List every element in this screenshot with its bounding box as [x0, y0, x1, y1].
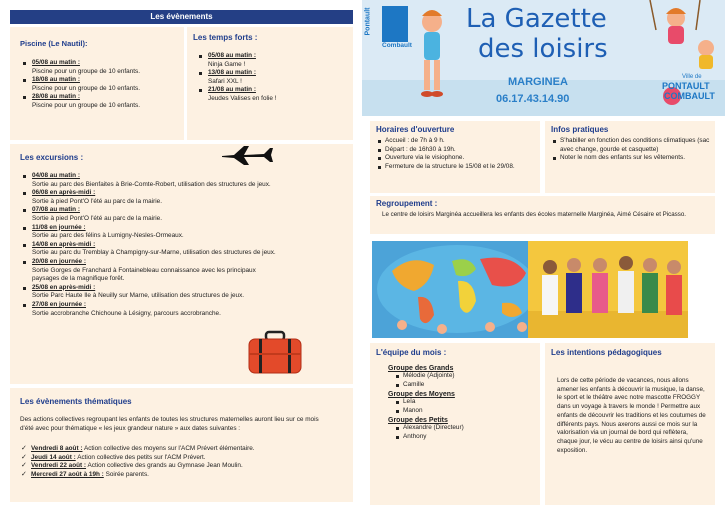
excursion-item	[20, 189, 350, 206]
piscine-title: Piscine (Le Nautil):	[20, 39, 88, 48]
piscine-list	[20, 59, 180, 111]
infos-item: Noter le nom des enfants sur les vêtements.	[551, 154, 711, 163]
infos-title: Infos pratiques	[551, 125, 609, 134]
thematiques-intro: Des actions collectives regroupant les enfants de toutes les structures maternelles auront lieu sur ce mois d'été avec pour thématique « les jeux grandeur nature » aux dates suivantes :	[20, 416, 319, 432]
intentions-panel	[545, 343, 715, 505]
excursion-date: 11/08 en journée :	[32, 223, 86, 231]
excursion-text: Sortie au parc du Tremblay à Champigny-sur-Marne, utilisation des structures de jeux.	[32, 249, 276, 257]
member: Anthony	[394, 433, 536, 442]
suitcase-icon	[246, 328, 304, 378]
temps-forts-list	[196, 52, 346, 104]
piscine-item	[20, 93, 180, 110]
piscine-text: Piscine pour un groupe de 10 enfants.	[32, 84, 141, 92]
horaires-list	[376, 137, 536, 171]
ville-de-label: Ville de	[682, 74, 702, 80]
airplane-icon	[220, 144, 274, 166]
excursion-item	[20, 206, 350, 223]
gazette-title-line1: La Gazette	[466, 4, 607, 34]
thematique-item	[20, 462, 350, 471]
kids-illustration-icon	[402, 0, 462, 112]
excursions-panel	[10, 144, 353, 384]
team-photo-icon	[528, 241, 688, 338]
temps-forts-text: Safari XXL !	[208, 77, 242, 85]
thematique-text: Soirée parents.	[105, 470, 149, 478]
equipe-panel	[370, 343, 540, 505]
excursion-date: 06/08 en après-midi :	[32, 189, 96, 197]
group-name: Groupe des Petits	[388, 417, 448, 425]
group-members	[394, 424, 536, 441]
member: Camille	[394, 381, 536, 390]
horaires-item: Accueil : de 7h à 9 h.	[376, 137, 536, 146]
temps-forts-text: Jeudes Valises en folie !	[208, 94, 277, 102]
thematiques-list	[20, 445, 350, 479]
excursion-item	[20, 301, 350, 318]
thematique-date: Mercredi 27 août à 19h :	[31, 470, 104, 478]
thematique-item	[20, 445, 350, 454]
excursion-text: Sortie au parc des Bienfaites à Brie-Comte-Robert, utilisation des structures de jeux.	[32, 180, 271, 188]
excursions-title: Les excursions :	[20, 153, 84, 162]
center-name: MARGINEA	[508, 76, 568, 88]
piscine-date: 28/08 au matin :	[32, 93, 80, 101]
piscine-text: Piscine pour un groupe de 10 enfants.	[32, 101, 141, 109]
group-members	[394, 398, 536, 415]
piscine-panel	[10, 27, 184, 140]
temps-forts-text: Ninja Game !	[208, 60, 246, 68]
excursion-text: Sortie Parc Haute Ile à Neuilly sur Marne, utilisation des structures de jeux.	[32, 292, 245, 300]
thematiques-title: Les évènements thématiques	[20, 397, 132, 406]
excursion-text: Sortie à pied Pont'O l'été au parc de la mairie.	[32, 214, 162, 222]
intentions-title: Les intentions pédagogiques	[551, 348, 662, 357]
infos-list	[551, 137, 711, 163]
gazette-title-line2: des loisirs	[478, 34, 608, 64]
thematique-date: Vendredi 8 août :	[31, 445, 83, 452]
city-name-1: PONTAULT	[662, 81, 710, 91]
excursion-text: Sortie à pied Pont'O l'été au parc de la mairie.	[32, 197, 162, 205]
horaires-item: Fermeture de la structure le 15/08 et le 29/08.	[376, 163, 536, 172]
excursion-text: Sortie Gorges de Franchard à Fontainebleau connaissance avec les principaux	[32, 266, 256, 274]
horaires-item: Départ : de 16h30 à 19h.	[376, 146, 536, 155]
world-map-image	[372, 241, 542, 338]
member: Leïa	[394, 398, 536, 407]
member: Manon	[394, 407, 536, 416]
thematique-item	[20, 471, 350, 480]
excursion-date: 20/08 en journée :	[32, 257, 86, 265]
thematique-date: Jeudi 14 août :	[31, 453, 76, 461]
piscine-date: 18/08 au matin :	[32, 76, 80, 84]
group-name: Groupe des Grands	[388, 365, 454, 372]
excursion-item	[20, 241, 350, 258]
excursion-item	[20, 258, 350, 284]
excursion-date: 14/08 en après-midi :	[32, 240, 96, 248]
logo-vertical-text: Pontault	[364, 7, 372, 36]
temps-forts-item	[196, 69, 346, 86]
team-photo-image	[528, 241, 688, 338]
piscine-item	[20, 76, 180, 93]
thematique-text: Action collective des grands au Gymnase Jean Moulin.	[87, 462, 243, 470]
center-phone: 06.17.43.14.90	[496, 93, 570, 105]
temps-forts-date: 13/08 au matin :	[208, 69, 256, 77]
temps-forts-title: Les temps forts :	[193, 33, 258, 42]
temps-forts-panel	[187, 27, 353, 140]
excursion-date: 07/08 au matin :	[32, 206, 80, 214]
horaires-panel	[370, 121, 540, 193]
group-name: Groupe des Moyens	[388, 391, 455, 399]
gazette-header	[362, 0, 725, 116]
excursion-text: Sortie au parc des félins à Lumigny-Nesles-Ormeaux.	[32, 232, 184, 240]
temps-forts-item	[196, 52, 346, 69]
infos-item: S'habiller en fonction des conditions climatiques (sac avec change, gourde et casquette)	[551, 137, 711, 154]
regroupement-text: Le centre de loisirs Marginéa accueillera les enfants des écoles maternelle Marginéa, Aimé Césaire et Picasso.	[382, 211, 687, 218]
temps-forts-date: 21/08 au matin :	[208, 86, 256, 94]
thematique-text: Action collective des moyens sur l'ACM Prévert élémentaire.	[83, 445, 255, 452]
infos-panel	[545, 121, 715, 193]
excursion-text: Sortie accrobranche Chichoune à Lésigny, parcours accrobranche.	[32, 309, 221, 317]
excursion-date: 27/08 en journée :	[32, 300, 86, 308]
city-name-2: COMBAULT	[664, 91, 715, 101]
temps-forts-item	[196, 86, 346, 103]
piscine-item	[20, 59, 180, 76]
member: Alexandre (Directeur)	[394, 424, 536, 433]
equipe-groups	[388, 365, 536, 444]
group-members	[394, 372, 536, 389]
intentions-text: Lors de cette période de vacances, nous allons amener les enfants à découvrir la musique, la danse, le sport et le théâtre avec notre mascotte FROGGY dans un voyage à travers le monde ! Permettre aux enfants de découvrir les traditions et les coutumes de différents pays. Nous axerons aussi ce mois sur la valorisation via un journal de bord qui reflètera, chaque jour, le vécu au centre de loisirs ainsi qu'une exposition.	[557, 377, 706, 454]
excursion-item	[20, 224, 350, 241]
thematique-item	[20, 454, 350, 463]
excursions-list	[20, 172, 350, 318]
excursion-date: 25/08 en après-midi :	[32, 283, 96, 291]
excursion-item	[20, 284, 350, 301]
world-map-icon	[372, 241, 542, 338]
thematique-date: Vendredi 22 août :	[31, 462, 87, 470]
piscine-date: 05/08 au matin :	[32, 59, 80, 66]
equipe-title: L'équipe du mois :	[376, 348, 447, 357]
regroupement-panel	[370, 196, 715, 234]
regroupement-title: Regroupement :	[376, 199, 438, 208]
member: Mélodie (Adjointe)	[394, 372, 536, 381]
horaires-item: Ouverture via le visiophone.	[376, 154, 536, 163]
temps-forts-date: 05/08 au matin :	[208, 52, 256, 59]
logo-small-text: Combault	[382, 42, 412, 49]
events-banner: Les évènements	[10, 10, 353, 24]
excursion-text: paysages de la magnifique forêt.	[32, 275, 125, 283]
thematique-text: Action collective des petits sur l'ACM Prévert.	[77, 453, 206, 461]
horaires-title: Horaires d'ouverture	[376, 125, 455, 134]
piscine-text: Piscine pour un groupe de 10 enfants.	[32, 67, 141, 75]
excursion-date: 04/08 au matin :	[32, 172, 80, 179]
excursion-item	[20, 172, 350, 189]
thematiques-panel	[10, 388, 353, 502]
